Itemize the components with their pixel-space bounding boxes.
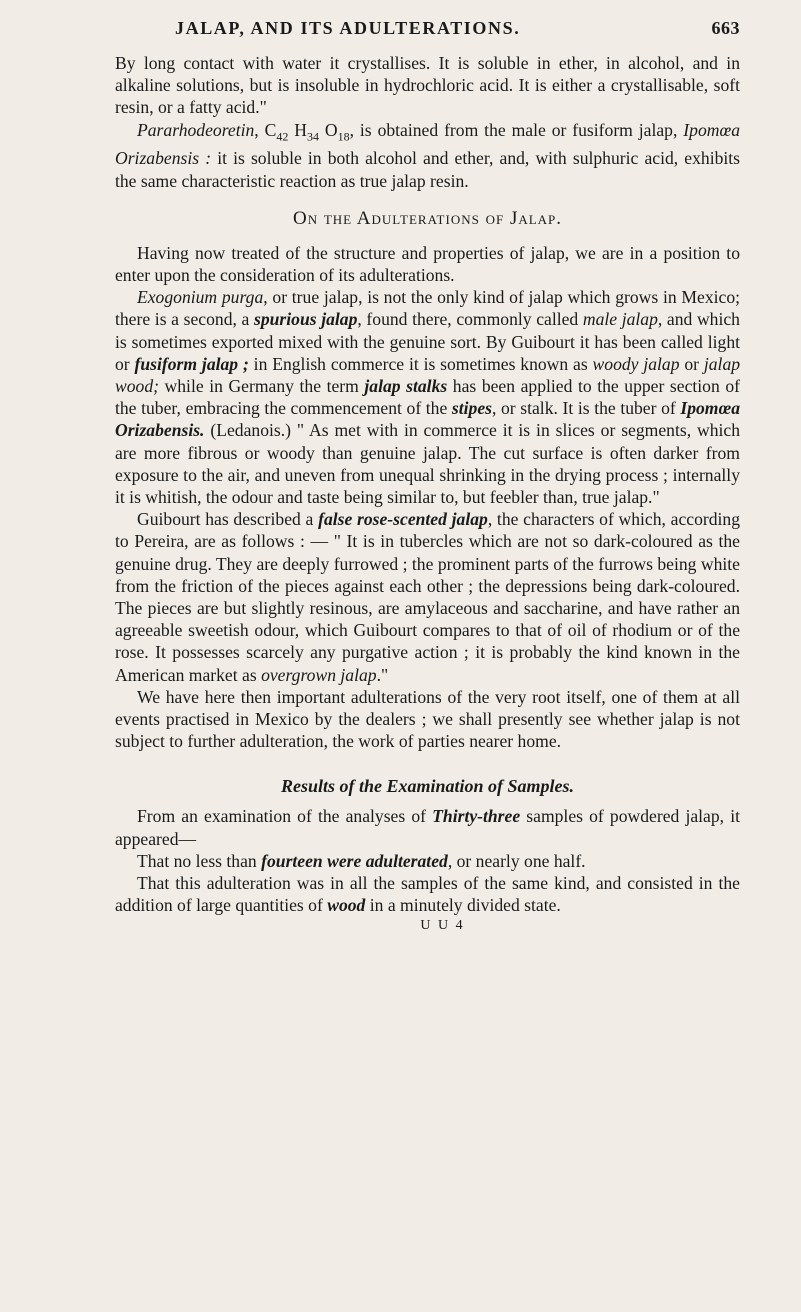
text-run: That no less than xyxy=(137,850,262,871)
text-run: , or nearly one half. xyxy=(447,850,586,871)
paragraph-wood xyxy=(115,872,740,916)
text-run: , or true jalap, is not the only kind of jalap which grows in Mexico; there is a second, a xyxy=(115,287,740,330)
italic-run: stipes xyxy=(451,398,492,419)
page-number: 663 xyxy=(711,18,740,38)
italic-run: Ipomœa Orizabensis. xyxy=(115,398,740,441)
paragraph-rose-scented xyxy=(115,508,740,686)
paragraph-examination xyxy=(115,805,740,849)
text-run: Guibourt has described a xyxy=(137,509,319,530)
text-run: That this adulteration was in all the samples of the same kind, and consisted in the addition of large quantities of xyxy=(115,873,740,916)
text-run: , and which is sometimes exported mixed with the genuine sort. By Guibourt it has been called light or xyxy=(115,309,740,374)
species-name: Ipomœa Orizabensis : xyxy=(115,119,740,169)
italic-run: Exogonium purga xyxy=(137,287,264,308)
text-run: , is obtained from the male or fusiform jalap, xyxy=(349,119,684,140)
paragraph-exogonium xyxy=(115,286,740,508)
paragraph-conclusion: We have here then important adulterations of the very root itself, one of them at all events practised in Mexico by the dealers ; we shall presently see whether jalap is not subject to further adulteration, the work of parties nearer home. xyxy=(115,686,740,752)
paragraph-intro: Having now treated of the structure and properties of jalap, we are in a position to enter upon the consideration of its adulterations. xyxy=(115,242,740,285)
signature-mark: U U 4 xyxy=(420,918,465,934)
text-run: , the characters of which, according to Pereira, are as follows : — " It is in tubercles which are not so dark-coloured as the genuine drug. They are deeply furrowed ; the prominent parts of the furrows being white from the friction of the pieces against each other ; the depressions being dark-coloured. The pieces are but slightly resinous, are amylaceous and saccharine, and have rather an agreeable sweetish odour, which Guibourt compares to that of oil of rhodium or of the rose. It possesses scarcely any purgative action ; it is probably the kind known in the American market as xyxy=(115,509,741,685)
paragraph-pararhodeoretin xyxy=(115,119,740,192)
italic-run: fusiform jalap ; xyxy=(134,353,249,374)
text-run: it is soluble in both alcohol and ether, and, with sulphuric acid, exhibits the same characteristic reaction as true jalap resin. xyxy=(115,148,740,191)
page-body xyxy=(115,52,740,934)
text-run: , found there, commonly called xyxy=(357,309,583,330)
italic-run: woody jalap xyxy=(592,353,680,374)
italic-run: false rose-scented jalap xyxy=(318,509,488,530)
italic-run: wood xyxy=(327,895,366,916)
text-run: has been applied to the upper section of the tuber, embracing the commencement of the xyxy=(115,375,740,419)
compound-name: Pararhodeoretin xyxy=(137,119,255,140)
italic-run: jalap wood; xyxy=(115,353,741,396)
italic-run: male jalap xyxy=(582,309,658,330)
text-run: From an examination of the analyses of xyxy=(137,806,433,827)
running-title: JALAP, AND ITS ADULTERATIONS. xyxy=(175,18,521,38)
text-run: in English commerce it is sometimes known as xyxy=(248,353,593,374)
section-heading: On the Adulterations of Jalap. xyxy=(292,207,563,229)
italic-run: Thirty-three xyxy=(432,806,521,827)
text-run: (Ledanois.) " As met with in commerce it is in slices or segments, which are more fibrous or woody than genuine jalap. The cut surface is often darker from exposure to the air, and uneven from unequal shrinking in the drying process ; internally it is whitish, the odour and taste being similar to, but feebler than, true jalap." xyxy=(115,420,740,507)
subsection-heading: Results of the Examination of Samples. xyxy=(280,776,575,797)
paragraph-crystallisation: By long contact with water it crystallises. It is soluble in ether, in alcohol, and in alkaline solutions, but is insoluble in hydrochloric acid. It is either a crystallisable, soft resin, or a fatty acid." xyxy=(115,53,740,118)
paragraph-fourteen xyxy=(115,850,740,872)
italic-run: spurious jalap xyxy=(253,309,358,330)
italic-run: overgrown jalap xyxy=(261,664,377,685)
chemical-formula: , $C_{42}$ $H_{34}$ $O_{18}$ xyxy=(254,119,350,144)
italic-run: fourteen were adulterated xyxy=(261,850,448,871)
text-run: while in Germany the term xyxy=(158,375,365,396)
italic-run: jalap stalks xyxy=(364,375,448,396)
text-run: ." xyxy=(376,664,389,685)
text-run: in a minutely divided state. xyxy=(365,895,561,916)
text-run: samples of powdered jalap, it appeared— xyxy=(115,806,740,849)
text-run: , or stalk. It is the tuber of xyxy=(491,398,681,419)
text-run: or xyxy=(679,353,704,374)
